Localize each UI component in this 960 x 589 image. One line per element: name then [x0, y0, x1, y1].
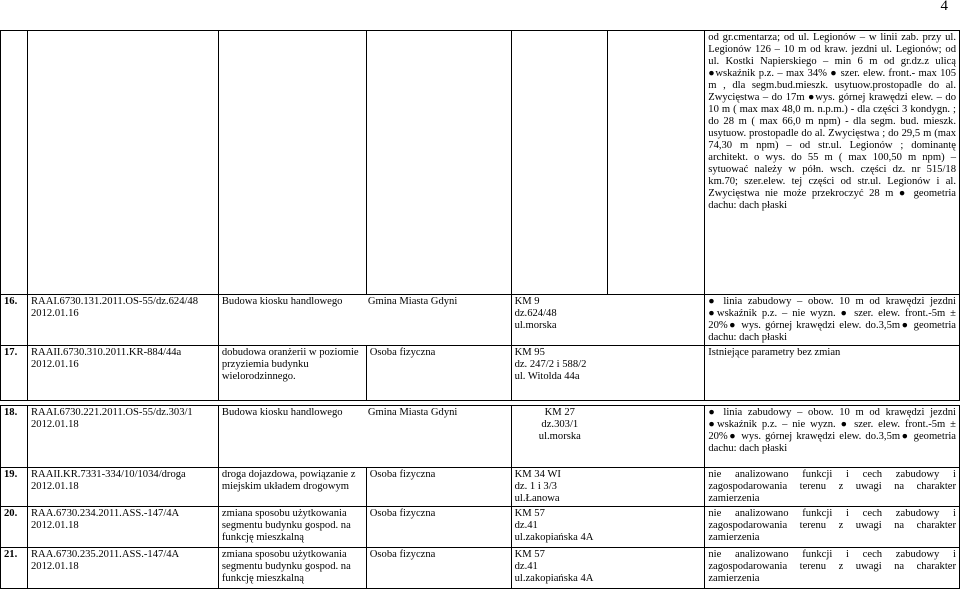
- notes-cell: ● linia zabudowy – obow. 10 m od krawędzi jezdni ●wskaźnik p.z. – nie wyzn. ● szer. elew. front.-5m ± 20%● wys. górnej krawędzi elew. do.3,5m● geometria dachu: dach płaski: [705, 295, 960, 346]
- row-number: 21.: [1, 548, 28, 589]
- notes-cell: nie analizowano funkcji i cech zabudowy i zagospodarowania terenu z uwagi na charakter zamierzenia: [705, 468, 960, 507]
- applicant-cell: Osoba fizyczna: [366, 346, 511, 401]
- table-row-notes: [1, 31, 960, 295]
- plot-cell: KM 57 dz.41 ul.zakopiańska 4A: [511, 548, 608, 589]
- applicant-text: Gmina Miasta Gdyni: [367, 296, 458, 307]
- row-number: 16.: [1, 295, 28, 346]
- row-number: 20.: [1, 507, 28, 548]
- applicant-cell: Osoba fizyczna: [366, 548, 511, 589]
- description-cell: [218, 295, 511, 346]
- reference-cell: RAAII.KR.7331-334/10/1034/droga 2012.01.18: [27, 468, 218, 507]
- notes-cell-continued: od gr.cmentarza; od ul. Legionów – w linii zab. przy ul. Legionów 126 – 10 m od kraw. jezdni ul. Legionów; od ul. Kostki Napierskiego – min 6 m od gr.dz.z ulicą ●wskaźnik p.z. – max 34% ● szer. elew. front.- max 105 m , dla segm.bud.mieszk. usytuow.prostopadle do al. Zwycięstwa – do 17m ●wys. górnej krawędzi elew. – do 10 m ( max max 48,0 m. n.p.m.) - dla części 3 kondygn. ; do 28 m ( max 66,0 m npm) - dla segm. bud. mieszk. usytuow. prostopadle do al. Zwycięstwa ; do 29,5 m (max 74,30 m npm) – od str.ul. Legionów ; dominantę architekt. o wys. do 55 m ( max 100,50 m npm) – sytuować należy w półn. wsch. części dz. nr 515/18 km.70; szer.elew. tej części od str.ul. Legionów i al. Zwycięstwa nie może przekroczyć 28 m ● geometria dachu: dach płaski: [705, 31, 960, 295]
- applicant-cell: Osoba fizyczna: [366, 468, 511, 507]
- page-number: 4: [940, 0, 948, 14]
- notes-cell: nie analizowano funkcji i cech zabudowy i zagospodarowania terenu z uwagi na charakter zamierzenia: [705, 548, 960, 589]
- description-cell: zmiana sposobu użytkowania segmentu budynku gospod. na funkcję mieszkalną: [218, 507, 366, 548]
- row-number: 19.: [1, 468, 28, 507]
- description-cell: dobudowa oranżerii w poziomie przyziemia budynku wielorodzinnego.: [218, 346, 366, 401]
- applicant-cell: Osoba fizyczna: [366, 507, 511, 548]
- plot-cell: KM 27 dz.303/1 ul.morska: [511, 406, 608, 468]
- decisions-table-top: [0, 30, 960, 401]
- table-row-18: [1, 406, 960, 468]
- reference-cell: RAAII.6730.310.2011.KR-884/44a 2012.01.16: [27, 346, 218, 401]
- description-text: Budowa kiosku handlowego: [221, 296, 343, 307]
- row-number: 18.: [1, 406, 28, 468]
- table-row-17: [1, 346, 960, 401]
- description-cell: zmiana sposobu użytkowania segmentu budynku gospod. na funkcję mieszkalną: [218, 548, 366, 589]
- applicant-text: Gmina Miasta Gdyni: [367, 407, 458, 418]
- table-row-21: [1, 548, 960, 589]
- plot-cell: KM 9 dz.624/48 ul.morska: [511, 295, 608, 346]
- notes-cell: Istniejące parametry bez zmian: [705, 346, 960, 401]
- reference-cell: RAAI.6730.221.2011.OS-55/dz.303/1 2012.01.18: [27, 406, 218, 468]
- plot-cell: KM 95 dz. 247/2 i 588/2 ul. Witolda 44a: [511, 346, 608, 401]
- row-number: 17.: [1, 346, 28, 401]
- decisions-table-bottom: [0, 405, 960, 589]
- reference-cell: RAA.6730.234.2011.ASS.-147/4A 2012.01.18: [27, 507, 218, 548]
- description-cell: [218, 406, 511, 468]
- reference-cell: RAA.6730.235.2011.ASS.-147/4A 2012.01.18: [27, 548, 218, 589]
- table-row-20: [1, 507, 960, 548]
- plot-cell: KM 34 WI dz. 1 i 3/3 ul.Łanowa: [511, 468, 608, 507]
- notes-cell: nie analizowano funkcji i cech zabudowy i zagospodarowania terenu z uwagi na charakter zamierzenia: [705, 507, 960, 548]
- reference-cell: RAAI.6730.131.2011.OS-55/dz.624/48 2012.01.16: [27, 295, 218, 346]
- table-row-16: [1, 295, 960, 346]
- notes-cell: ● linia zabudowy – obow. 10 m od krawędzi jezdni ●wskaźnik p.z. – nie wyzn. ● szer. elew. front.-5m ± 20%● wys. górnej krawędzi elew. do.3,5m● geometria dachu: dach płaski: [705, 406, 960, 468]
- description-cell: droga dojazdowa, powiązanie z miejskim układem drogowym: [218, 468, 366, 507]
- plot-cell: KM 57 dz.41 ul.zakopiańska 4A: [511, 507, 608, 548]
- description-text: Budowa kiosku handlowego: [221, 407, 343, 418]
- table-row-19: [1, 468, 960, 507]
